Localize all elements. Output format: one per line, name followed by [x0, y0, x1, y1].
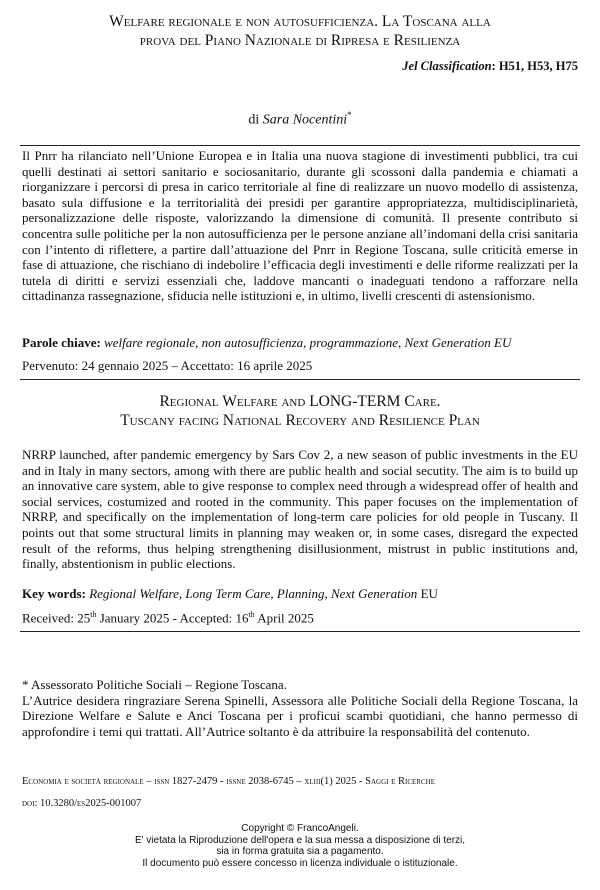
- copyright-line3: sia in forma gratuita sia a pagamento.: [216, 846, 384, 857]
- abstract-english: NRRP launched, after pandemic emergency by Sars Cov 2, a new season of public investments in the EU and in Italy in many sectors, among with there are public health and social secutity. The aim is to build up an innovative care system, able to give response to complex need through a widespread offer of health and social services, costumized and rooted in the community. This paper focuses on the implementation of NRRP, and specifically on the implementation of long-term care policies for old people in Tuscany. Il points out that some structural limits in planning may weaken or, in some cases, disregard the expected result of the reforms, thus helping strengthening disillusionment, mistrust in public institutions and, finally, abstentionism in public elections.: [22, 447, 578, 572]
- journal-line: Economia e società regionale – issn 1827-2479 - issne 2038-6745 – xliii(1) 2025 - Saggi e Ricerche: [22, 776, 435, 787]
- keywords-en-terms: Regional Welfare, Long Term Care, Planning, Next Generation: [89, 586, 418, 601]
- dates-italian: Pervenuto: 24 gennaio 2025 – Accettato: 16 aprile 2025: [22, 358, 313, 373]
- copyright-line2: E' vietata la Riproduzione dell'opera e la sua messa a disposizione di terzi,: [134, 834, 466, 846]
- keywords-en-tail: EU: [417, 586, 438, 601]
- keywords-it-terms: welfare regionale, non autosufficienza, programmazione, Next Generation EU: [104, 335, 512, 350]
- rule-bottom: [20, 631, 580, 632]
- title-it-line1: Welfare regionale e non autosufficienza. La Toscana alla: [109, 13, 491, 30]
- dates-english: [22, 610, 314, 626]
- jel-codes: : H51, H53, H75: [491, 59, 578, 73]
- title-en-line2: Tuscany facing National Recovery and Resilience Plan: [120, 412, 480, 429]
- rule-middle: [20, 379, 580, 380]
- jel-classification: [402, 59, 578, 74]
- author-name: Sara Nocentini: [262, 112, 348, 128]
- received-label: Received: 25: [22, 610, 91, 626]
- title-en-line1: Regional Welfare and LONG-TERM Care.: [159, 393, 441, 410]
- footnote: [22, 677, 578, 739]
- keywords-it-label: Parole chiave:: [22, 335, 101, 350]
- received-rest: January 2025 - Accepted: 16: [96, 610, 249, 626]
- author-footnote-mark: *: [347, 110, 352, 120]
- received-sup: th: [90, 610, 97, 619]
- copyright-line1: Copyright © FrancoAngeli.: [241, 823, 359, 834]
- footnote-affiliation: * Assessorato Politiche Sociali – Regione Toscana.: [22, 677, 287, 692]
- copyright-line4: Il documento può essere concesso in licenza individuale o istituzionale.: [142, 857, 458, 869]
- doi-line: doi: 10.3280/es2025-001007: [22, 798, 142, 809]
- paper-title-italian: [30, 12, 570, 50]
- abstract-italian: Il Pnrr ha rilanciato nell’Unione Europea e in Italia una nuova stagione di investimenti pubblici, tra cui quelli destinati ai settori sanitario e sociosanitario, durante gli scossoni dalla pandemia e chiamati a riorganizzare i percorsi di presa in carico territoriale al fine di realizzare un nuovo modello di assistenza, basato sula diffusione e la territorialità dei presidi per garantire appropriatezza, multidisciplinarietà, personalizzazione delle risposte, valorizzando la dimensione di comunità. Il presente contributo si concentra sulle politiche per la non autosufficienza per le persone anziane all’indomani della crisi sanitaria con l’intento di riflettere, a partire dall’attuazione del Pnrr in Regione Toscana, sulle criticità emerse in fase di attuazione, che rischiano di indebolire l’efficacia degli investimenti e delle riforme realizzati per la tutela di diritti e servizi essenziali che, laddove mancanti o inadeguati tendono a rafforzare nella cittadinanza rassegnazione, sfiducia nelle istituzioni e, in ultimo, livelli crescenti di astensionismo.: [22, 148, 578, 304]
- paper-title-english: [20, 392, 580, 430]
- jel-label: Jel Classification: [402, 59, 492, 73]
- rule-top: [20, 145, 580, 146]
- footnote-thanks: L’Autrice desidera ringraziare Serena Spinelli, Assessora alle Politiche Sociali della Regione Toscana, la Direzione Welfare e Salute e Anci Toscana per i proficui scambi quotidiani, che hanno permesso di approfondire i temi qui trattati. All’Autrice soltanto è da attribuire la responsabilità del contenuto.: [22, 692, 578, 739]
- keywords-en-label: Key words: [22, 586, 82, 601]
- title-it-line2: prova del Piano Nazionale di Ripresa e Resilienza: [139, 32, 461, 49]
- keywords-english: Key words: Regional Welfare, Long Term Care, Planning, Next Generation EU: [22, 586, 438, 601]
- author-prefix: di: [248, 112, 263, 128]
- accepted-rest: April 2025: [254, 610, 314, 626]
- keywords-italian: [22, 335, 578, 351]
- author-line: [0, 110, 600, 129]
- accepted-sup: th: [248, 610, 255, 619]
- copyright-notice: [0, 823, 600, 869]
